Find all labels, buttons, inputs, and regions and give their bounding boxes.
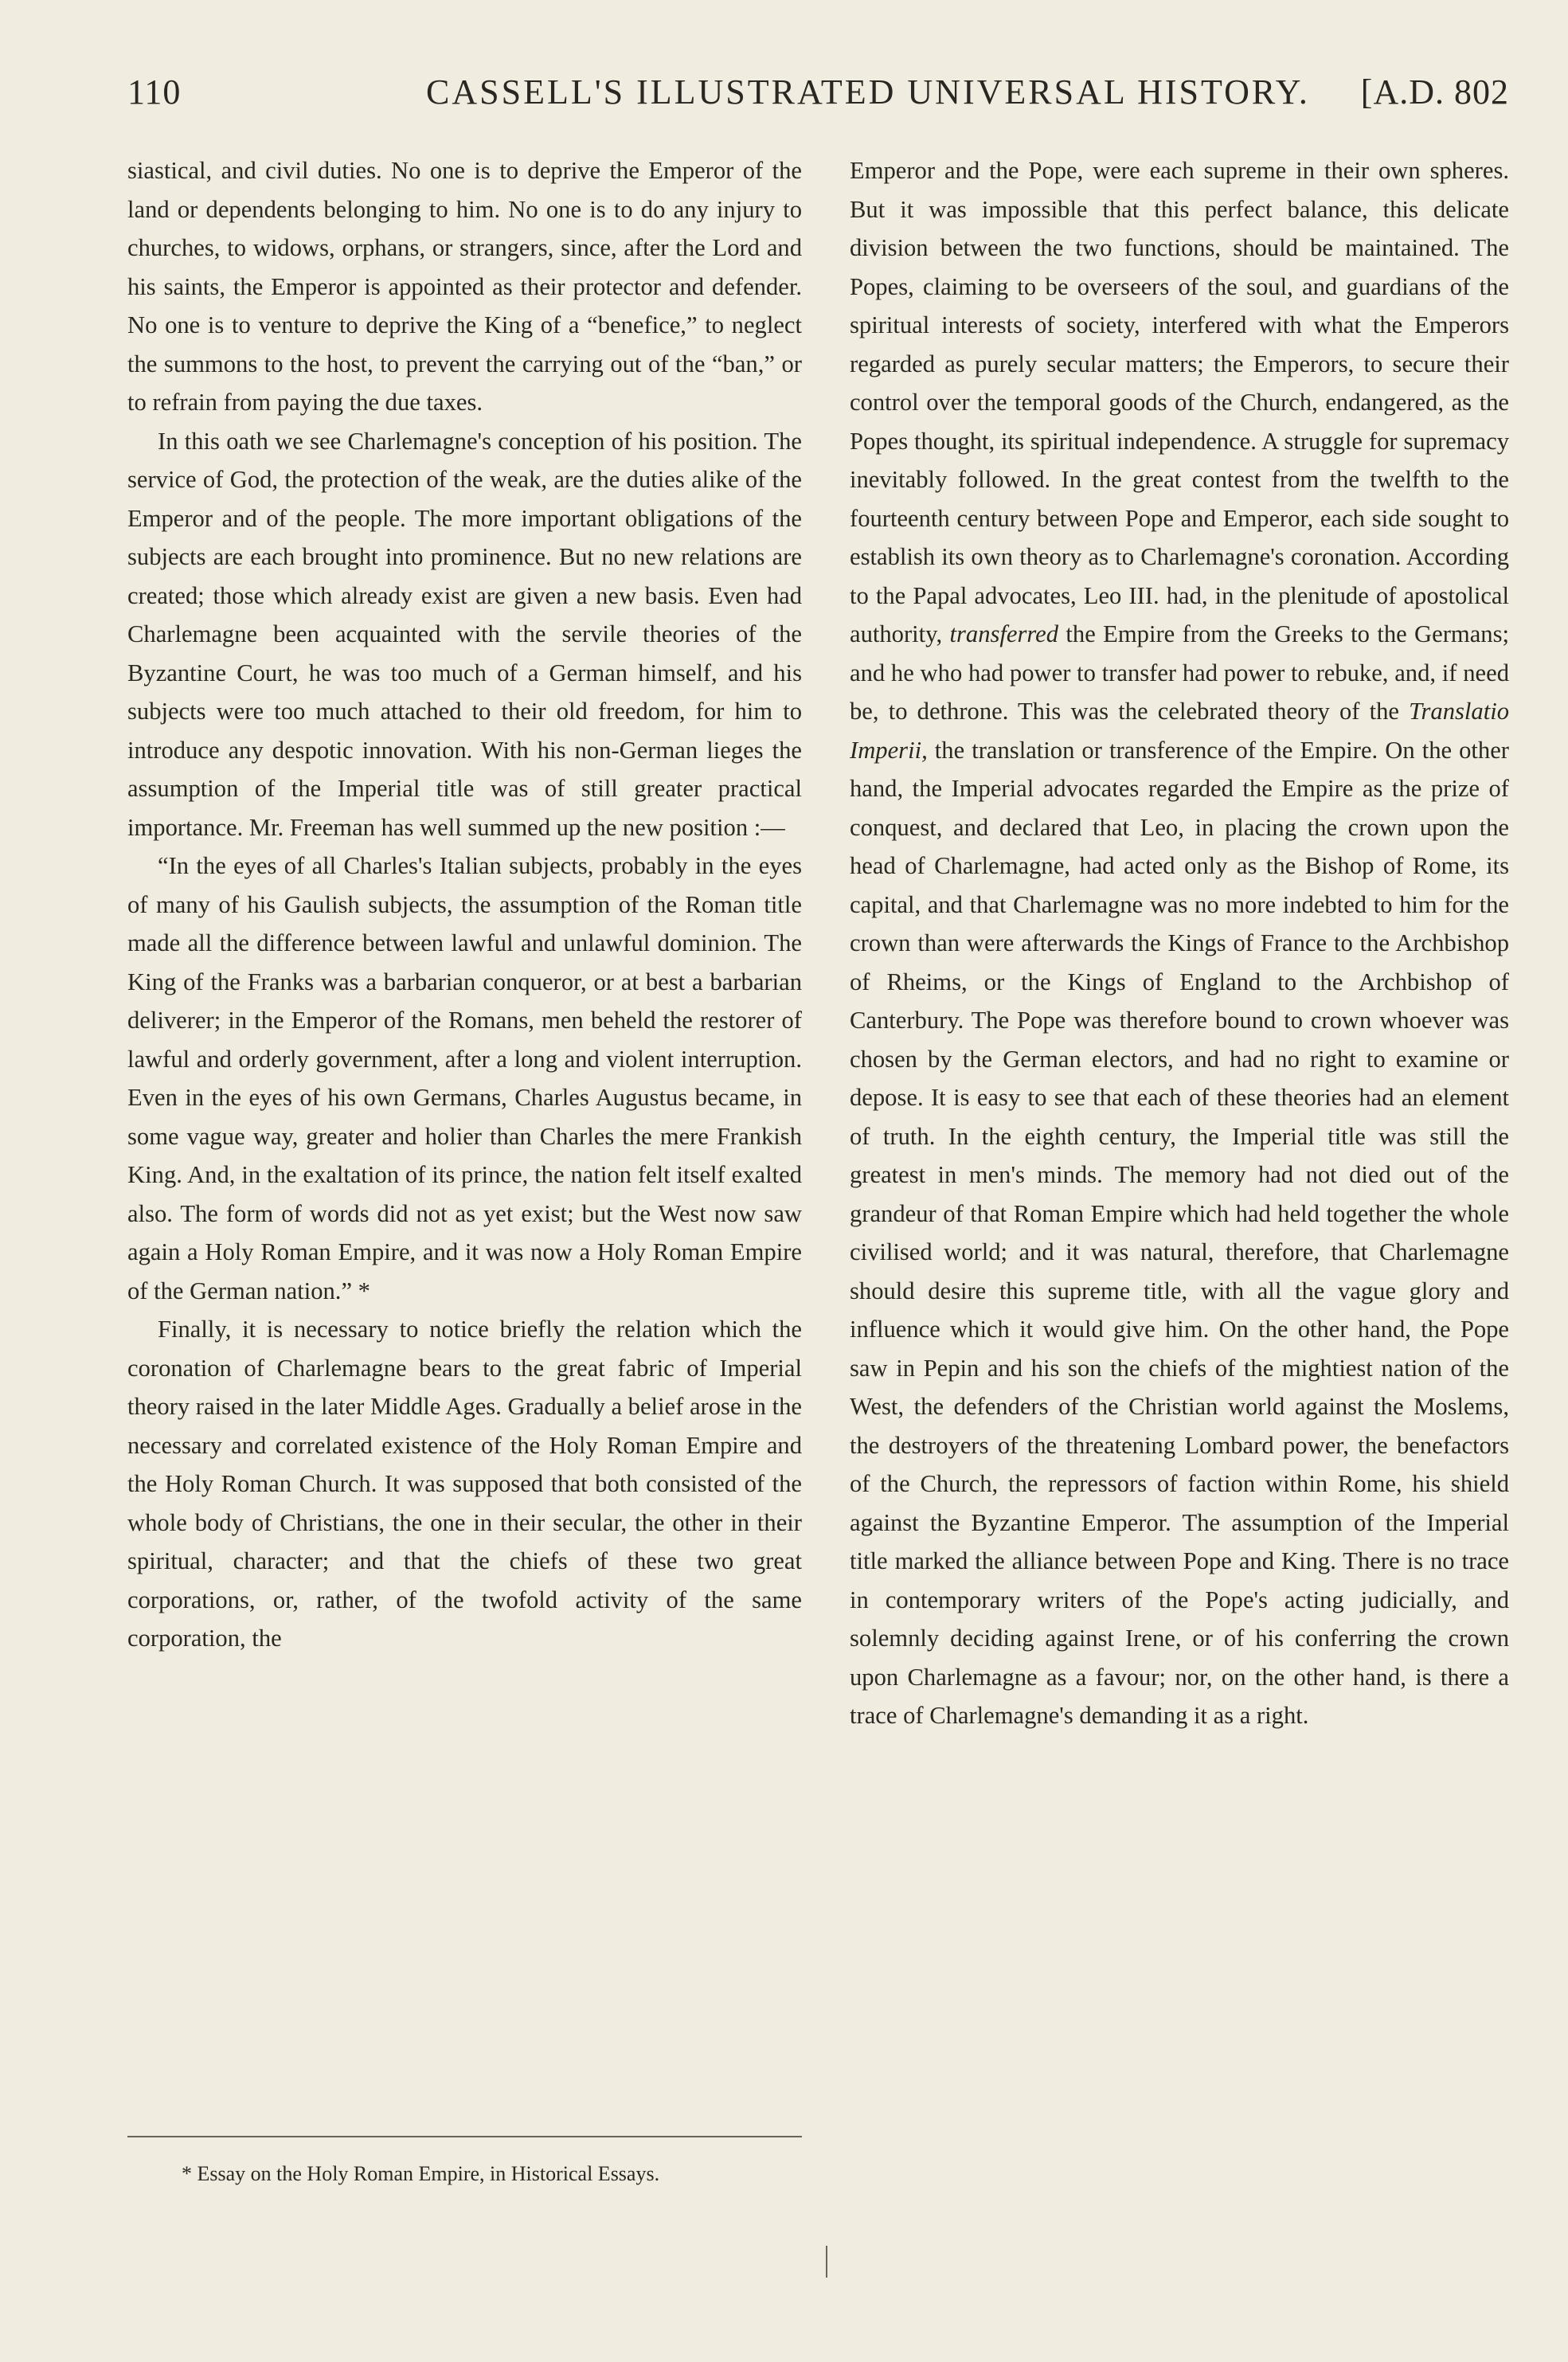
right-column <box>850 151 1509 1735</box>
date-mark: [A.D. 802 <box>1360 72 1509 111</box>
text-run: the translation or transference of the Empire. On the other hand, the Imperial advocates regarded the Empire as the prize of conquest, and declared that Leo, in placing the crown upon the head of Charlemagne, had acted only as the Bishop of Rome, its capital, and that Charlemagne was no more indebted to him for the crown than were afterwards the Kings of France to the Archbishop of Rheims, or the Kings of England to the Archbishop of Canterbury. The Pope was therefore bound to crown whoever was chosen by the German electors, and had no right to examine or depose. It is easy to see that each of these theories had an element of truth. In the eighth century, the Imperial title was still the greatest in men's minds. The memory had not died out of the grandeur of that Roman Empire which had held together the whole civilised world; and it was natural, therefore, that Charlemagne should desire this supreme title, with all the vague glory and influence which it would give him. On the other hand, the Pope saw in Pepin and his son the chiefs of the mightiest nation of the West, the defenders of the Christian world against the Moslems, the destroyers of the threatening Lombard power, the benefactors of the Church, the repressors of faction within Rome, his shield against the Byzantine Emperor. The assumption of the Imperial title marked the alliance between Pope and King. There is no trace in contemporary writers of the Pope's acting judicially, and solemnly deciding against Irene, or of his conferring the crown upon Charlemagne as a favour; nor, on the other hand, is there a trace of Charlemagne's demanding it as a right. <box>850 736 1509 1729</box>
italic-word: transferred <box>949 620 1059 647</box>
page-header <box>127 72 1509 127</box>
paragraph: Finally, it is necessary to notice briefly the relation which the coronation of Charlemagne bears to the great fabric of Imperial theory raised in the later Middle Ages. Gradually a belief arose in the necessary and correlated existence of the Holy Roman Empire and the Holy Roman Church. It was supposed that both consisted of the whole body of Christians, the one in their secular, the other in their spiritual, character; and that the chiefs of these two great corporations, or, rather, of the twofold activity of the same corporation, the <box>127 1316 802 1652</box>
italic-phrase: Translatio Imperii, <box>850 698 1509 764</box>
text-run: Emperor and the Pope, were each supreme in their own spheres. But it was impossible that this perfect balance, this delicate division between the two functions, should be maintained. The Popes, claiming to be overseers of the soul, and guardians of the spiritual interests of society, interfered with what the Emperors regarded as purely secular matters; the Emperors, to secure their control over the temporal goods of the Church, endangered, as the Popes thought, its spiritual independence. A struggle for supremacy inevitably followed. In the great contest from the twelfth to the fourteenth century between Pope and Emperor, each side sought to establish its own theory as to Charlemagne's coronation. According to the Papal advocates, Leo III. had, in the plenitude of apostolical authority, <box>850 157 1509 647</box>
left-column <box>127 151 802 1658</box>
column-divider <box>826 2246 827 2278</box>
paragraph: In this oath we see Charlemagne's conception of his position. The service of God, the protection of the weak, are the duties alike of the Emperor and of the people. The more important obligations of the subjects are each brought into prominence. But no new relations are created; those which already exist are given a new basis. Even had Charlemagne been acquainted with the servile theories of the Byzantine Court, he was too much of a German himself, and his subjects were too much attached to their old freedom, for him to introduce any despotic innovation. With his non-German lieges the assumption of the Imperial title was of still greater practical importance. Mr. Freeman has well summed up the new position :— <box>127 427 802 841</box>
running-title: CASSELL'S ILLUSTRATED UNIVERSAL HISTORY. <box>426 72 1310 111</box>
paragraph: siastical, and civil duties. No one is to deprive the Emperor of the land or dependents belonging to him. No one is to do any injury to churches, to widows, orphans, or strangers, since, after the Lord and his saints, the Emperor is appointed as their protector and defender. No one is to venture to deprive the King of a “benefice,” to neglect the summons to the host, to prevent the carrying out of the “ban,” or to refrain from paying the due taxes. <box>127 157 802 416</box>
footnote: * Essay on the Holy Roman Empire, in Historical Essays. <box>182 2162 660 2185</box>
footnote-rule <box>127 2136 802 2137</box>
quotation-paragraph: “In the eyes of all Charles's Italian subjects, probably in the eyes of many of his Gaulish subjects, the assumption of the Roman title made all the difference between lawful and unlawful dominion. The King of the Franks was a barbarian conqueror, or at best a barbarian deliverer; in the Emperor of the Romans, men beheld the restorer of lawful and orderly government, after a long and violent interruption. Even in the eyes of his own Germans, Charles Augustus became, in some vague way, greater and holier than Charles the mere Frankish King. And, in the exaltation of its prince, the nation felt itself exalted also. The form of words did not as yet exist; but the West now saw again a Holy Roman Empire, and it was now a Holy Roman Empire of the German nation.” * <box>127 852 802 1304</box>
text-run: the Empire from the Greeks to the Germans; and he who had power to transfer had power to rebuke, and, if need be, to dethrone. This was the celebrated theory of the <box>850 620 1509 725</box>
paragraph <box>850 151 1509 1735</box>
page-number: 110 <box>127 72 182 111</box>
